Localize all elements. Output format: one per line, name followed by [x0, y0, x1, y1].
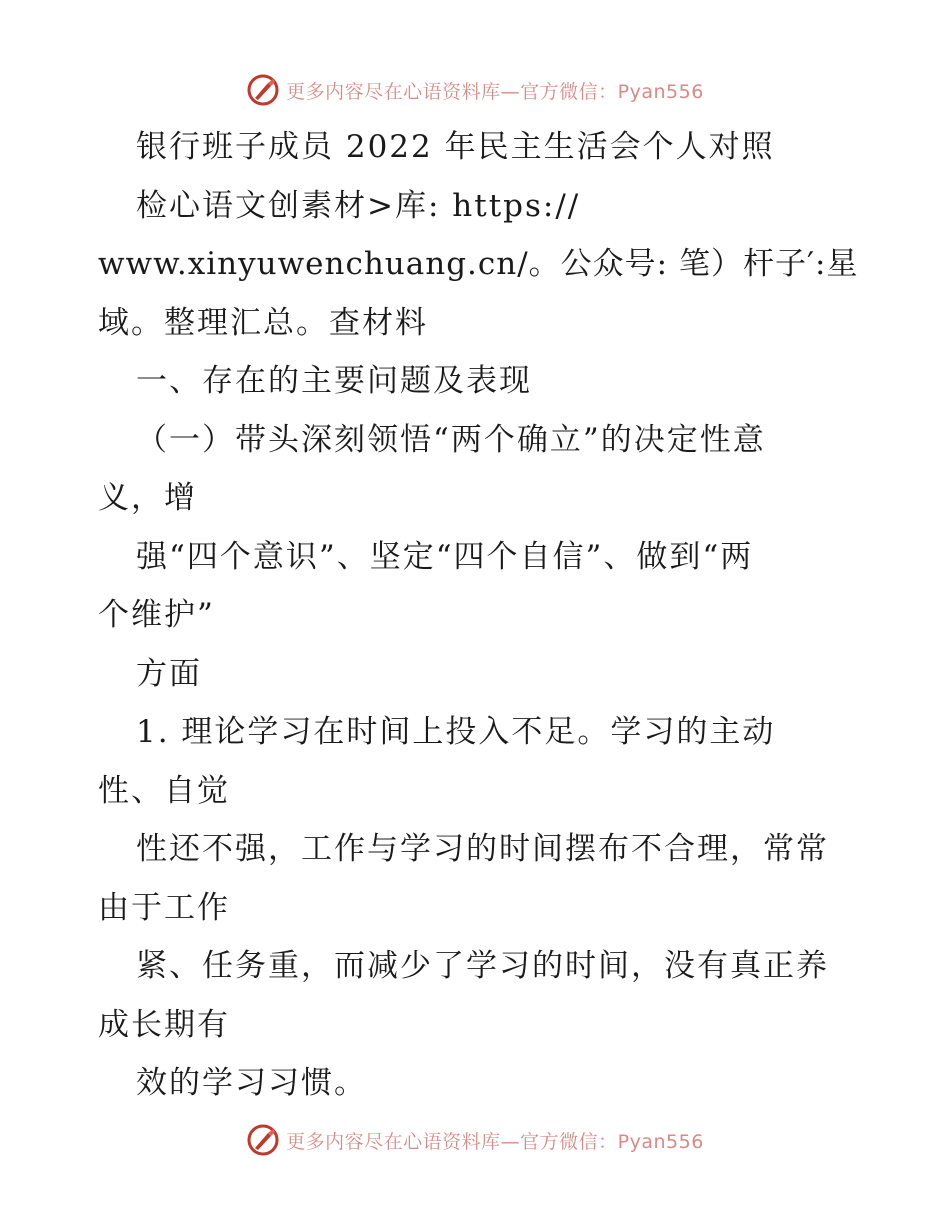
footer-banner [0, 1120, 950, 1160]
doc-line: 域。整理汇总。查材料 [98, 304, 428, 341]
doc-line: 个维护” [98, 597, 215, 633]
doc-line: 紧、任务重，而减少了学习的时间，没有真正养 [136, 948, 829, 984]
doc-line: 性还不强，工作与学习的时间摆布不合理，常常 [136, 831, 829, 867]
pen-logo-icon [246, 1123, 280, 1157]
pen-logo-icon [246, 73, 280, 107]
doc-line: 义，增 [98, 480, 197, 516]
doc-line: 银行班子成员 2022 年民主生活会个人对照 [136, 129, 775, 165]
doc-line: （一）带头深刻领悟“两个确立”的决定性意 [136, 421, 766, 458]
doc-line: 一、存在的主要问题及表现 [136, 363, 532, 399]
doc-line: 由于工作 [98, 889, 230, 926]
doc-line: 性、自觉 [98, 772, 230, 809]
doc-line: 检心语文创素材>库: https:// [136, 187, 581, 224]
doc-line: 效的学习习惯。 [136, 1065, 367, 1101]
doc-line: www.xinyuwenchuang.cn/。公众号: 笔）杆子′:星 [98, 246, 859, 282]
doc-line: 强“四个意识”、坚定“四个自信”、做到“两 [136, 538, 754, 575]
document-body [98, 118, 858, 1113]
footer-banner-text: 更多内容尽在心语资料库—官方微信：Pyan556 [286, 1130, 704, 1153]
header-banner [0, 70, 950, 110]
doc-line: 成长期有 [98, 1006, 230, 1043]
header-banner-text: 更多内容尽在心语资料库—官方微信：Pyan556 [286, 80, 704, 103]
doc-line: 方面 [136, 655, 202, 692]
doc-line: 1. 理论学习在时间上投入不足。学习的主动 [136, 714, 776, 750]
